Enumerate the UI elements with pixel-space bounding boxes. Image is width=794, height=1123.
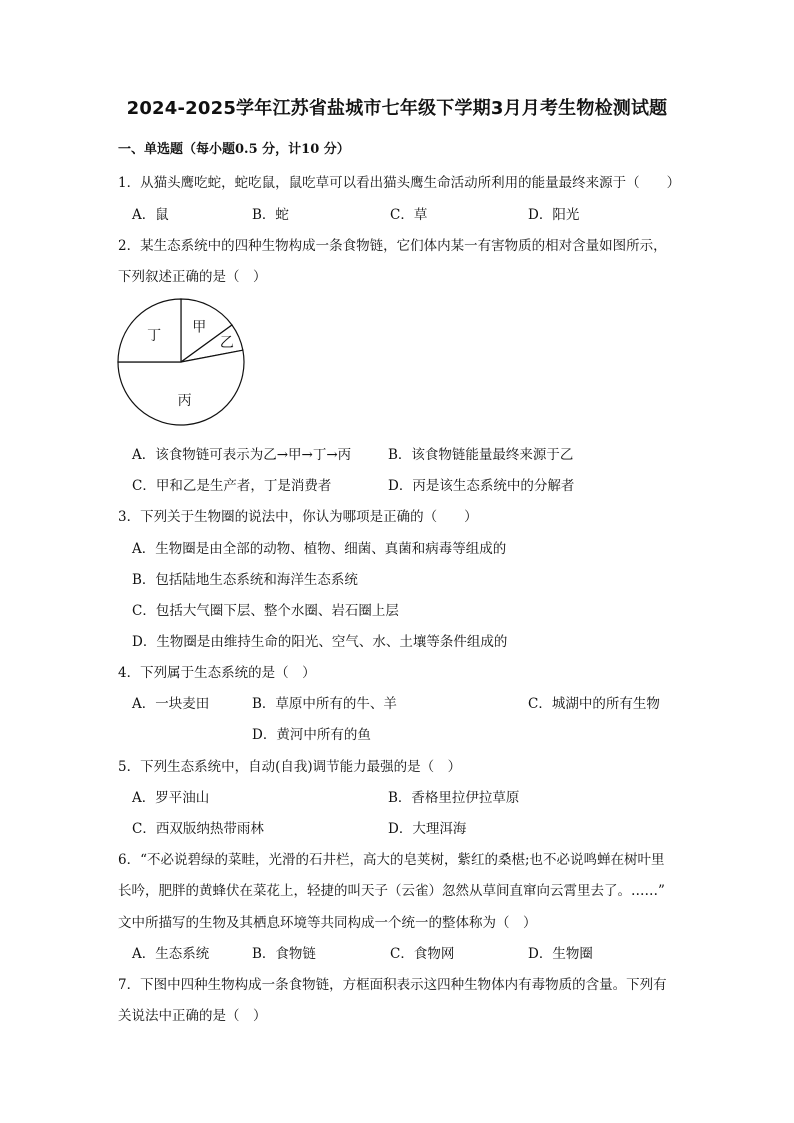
section-heading: 一、单选题（每小题0.5 分，计10 分） [118,142,350,157]
q7-stem-line1: 7．下图中四种生物构成一条食物链，方框面积表示这四种生物体内有毒物质的含量。下列有 [118,977,667,993]
q2-option-a[interactable]: A．该食物链可表示为乙→甲→丁→丙 [132,447,352,463]
q4-option-a[interactable]: A．一块麦田 [132,696,210,712]
q3-option-a[interactable]: A．生物圈是由全部的动物、植物、细菌、真菌和病毒等组成的 [132,541,507,557]
q1-option-c[interactable]: C．草 [390,207,428,223]
exam-title: 2024-2025学年江苏省盐城市七年级下学期3月月考生物检测试题 [126,98,668,119]
q3-option-c[interactable]: C．包括大气圈下层、整个水圈、岩石圈上层 [132,603,399,619]
q1-stem: 1．从猫头鹰吃蛇，蛇吃鼠，鼠吃草可以看出猫头鹰生命活动所利用的能量最终来源于（ ） [118,175,681,191]
q4-option-c[interactable]: C．城湖中的所有生物 [528,696,660,712]
q3-stem: 3．下列关于生物圈的说法中，你认为哪项是正确的（ ） [118,509,478,525]
pie-label-1: 甲 [192,319,207,336]
q3-option-d[interactable]: D．生物圈是由维持生命的阳光、空气、水、土壤等条件组成的 [132,634,508,650]
pie-label-2: 乙 [219,335,234,352]
q6-stem-line1: 6．“不必说碧绿的菜畦，光滑的石井栏，高大的皂荚树，紫红的桑椹;也不必说鸣蝉在树叶里 [118,852,665,868]
q2-option-d[interactable]: D．丙是该生态系统中的分解者 [388,478,575,494]
q5-stem: 5．下列生态系统中，自动(自我)调节能力最强的是（ ） [118,759,462,775]
q2-option-b[interactable]: B．该食物链能量最终来源于乙 [388,447,574,463]
q2-stem-line2: 下列叙述正确的是（ ） [118,269,267,285]
q6-option-d[interactable]: D．生物圈 [528,946,593,962]
pie-chart [114,296,250,428]
q4-option-d[interactable]: D．黄河中所有的鱼 [252,727,371,743]
q2-option-c[interactable]: C．甲和乙是生产者，丁是消费者 [132,478,332,494]
q6-option-a[interactable]: A．生态系统 [132,946,210,962]
pie-label-3: 丙 [177,392,192,409]
q2-stem-line1: 2．某生态系统中的四种生物构成一条食物链，它们体内某一有害物质的相对含量如图所示， [118,238,667,254]
q5-option-d[interactable]: D．大理洱海 [388,821,467,837]
q4-stem: 4．下列属于生态系统的是（ ） [118,665,316,681]
q5-option-b[interactable]: B．香格里拉伊拉草原 [388,790,520,806]
q5-option-c[interactable]: C．西双版纳热带雨林 [132,821,264,837]
q7-stem-line2: 关说法中正确的是（ ） [118,1008,267,1024]
q3-option-b[interactable]: B．包括陆地生态系统和海洋生态系统 [132,572,358,588]
q5-option-a[interactable]: A．罗平油山 [132,790,210,806]
q6-stem-line2: 长吟，肥胖的黄蜂伏在菜花上，轻捷的叫天子（云雀）忽然从草间直窜向云霄里去了。……” [118,883,665,899]
q1-option-d[interactable]: D．阳光 [528,207,580,223]
q4-option-b[interactable]: B．草原中所有的牛、羊 [252,696,397,712]
q6-stem-line3: 文中所描写的生物及其栖息环境等共同构成一个统一的整体称为（ ） [118,915,537,931]
q1-option-a[interactable]: A．鼠 [132,207,169,223]
pie-label-4: 丁 [147,328,162,345]
q6-option-b[interactable]: B．食物链 [252,946,316,962]
q1-option-b[interactable]: B．蛇 [252,207,289,223]
q6-option-c[interactable]: C．食物网 [390,946,455,962]
